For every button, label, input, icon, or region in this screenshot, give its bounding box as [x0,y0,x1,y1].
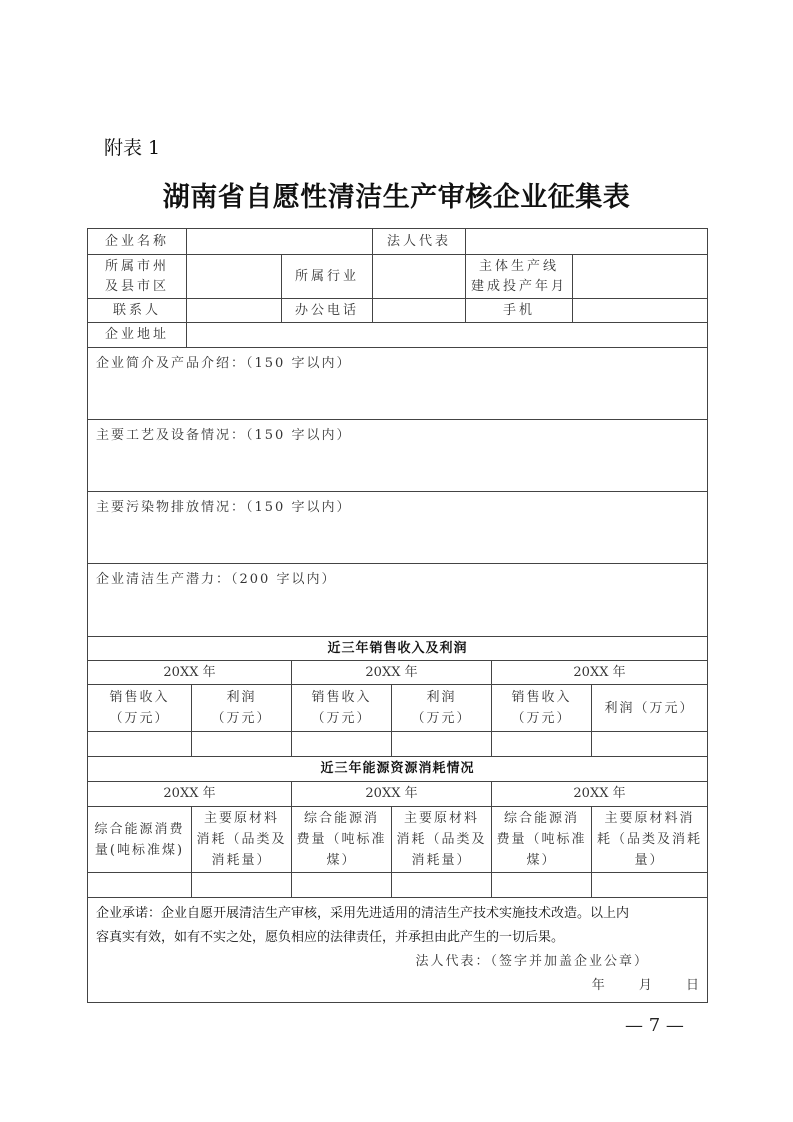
sales-section-title: 近三年销售收入及利润 [88,637,708,661]
production-line-label-line2: 建成投产年月 [470,278,567,294]
energy-year-1: 20XX 年 [88,782,292,807]
energy-section-title: 近三年能源资源消耗情况 [88,757,708,782]
sales-col-header [88,685,192,732]
energy-col-4-line1: 主要原材料 [403,811,479,826]
sales-col-header [192,685,292,732]
region-label-line2: 及县市区 [104,278,169,294]
energy-col-3-line2: 费量（吨标准 [296,832,387,847]
office-phone-field[interactable] [373,299,466,323]
sales-col-header [392,685,492,732]
sales-value-cell[interactable] [292,732,392,757]
energy-value-cell[interactable] [292,873,392,898]
material-value-cell[interactable] [192,873,292,898]
sales-col-2-line1: 利润 [226,690,257,705]
industry-field[interactable] [373,255,466,299]
energy-value-cell[interactable] [88,873,192,898]
commitment-line2: 容真实有效，如有不实之处，愿负相应的法律责任，并承担由此产生的一切后果。 [96,930,565,945]
sales-value-cell[interactable] [88,732,192,757]
sales-year-1: 20XX 年 [88,661,292,685]
energy-col-1-line2: 量(吨标准煤) [94,842,185,858]
company-intro-label: 企业简介及产品介绍：（150 字以内） [96,356,352,371]
address-field[interactable] [187,323,708,348]
mobile-label: 手机 [466,299,573,323]
page-number: — 7 — [625,1015,684,1036]
energy-col-4-line2: 消耗（品类及 [396,832,487,847]
profit-value-cell[interactable] [592,732,708,757]
energy-year-2: 20XX 年 [292,782,492,807]
region-label-line1: 所属市州 [104,258,169,274]
legal-rep-label: 法人代表 [373,229,466,255]
sales-col-3-line1: 销售收入 [311,690,372,705]
energy-col-1-line1: 综合能源消费 [94,821,185,837]
energy-col-5-line1: 综合能源消 [503,811,579,826]
material-value-cell[interactable] [392,873,492,898]
energy-col-header [88,807,192,873]
energy-col-2-line1: 主要原材料 [203,811,279,826]
sales-col-1-line1: 销售收入 [109,690,170,705]
sales-year-3: 20XX 年 [492,661,708,685]
profit-value-cell[interactable] [192,732,292,757]
material-value-cell[interactable] [592,873,708,898]
sales-year-2: 20XX 年 [292,661,492,685]
date-label[interactable]: 年 月 日 [591,978,700,993]
clean-potential-label: 企业清洁生产潜力：（200 字以内） [96,572,337,587]
production-line-label-line1: 主体生产线 [478,258,559,274]
energy-col-header [492,807,592,873]
address-label: 企业地址 [88,323,187,348]
region-field[interactable] [187,255,282,299]
commitment-cell [88,898,708,1003]
energy-col-header [392,807,492,873]
production-line-field[interactable] [573,255,708,299]
production-line-label [466,255,573,299]
sales-col-4-line1: 利润 [426,690,457,705]
energy-value-cell[interactable] [492,873,592,898]
sales-col-5-line1: 销售收入 [511,690,572,705]
data-table [87,636,708,1003]
energy-col-3-line3: 煤） [326,853,357,868]
energy-year-3: 20XX 年 [492,782,708,807]
energy-col-3-line1: 综合能源消 [303,811,379,826]
energy-col-4-line3: 消耗量） [411,853,472,868]
energy-col-5-line2: 费量（吨标准 [496,832,587,847]
process-equipment-label: 主要工艺及设备情况：（150 字以内） [96,428,352,443]
energy-col-2-line3: 消耗量） [211,853,272,868]
contact-label: 联系人 [88,299,187,323]
process-equipment-field[interactable] [88,420,708,492]
energy-col-6-line1: 主要原材料消 [604,811,695,826]
energy-col-6-line2: 耗（品类及消耗 [597,832,703,847]
energy-col-2-line2: 消耗（品类及 [196,832,287,847]
commitment-line1: 企业承诺：企业自愿开展清洁生产审核，采用先进适用的清洁生产技术实施技术改造。以上内 [96,906,630,921]
company-name-field[interactable] [187,229,373,255]
office-phone-label: 办公电话 [282,299,373,323]
signature-label[interactable]: 法人代表：（签字并加盖企业公章） [415,954,650,969]
energy-col-5-line3: 煤） [526,853,557,868]
sales-col-5-line2: （万元） [511,711,572,726]
sales-col-1-line2: （万元） [109,711,170,726]
legal-rep-field[interactable] [466,229,708,255]
contact-field[interactable] [187,299,282,323]
basic-info-table [87,228,708,637]
sales-value-cell[interactable] [492,732,592,757]
form-title: 湖南省自愿性清洁生产审核企业征集表 [162,182,631,213]
company-name-label: 企业名称 [88,229,187,255]
sales-col-4-line2: （万元） [411,711,472,726]
industry-label: 所属行业 [282,255,373,299]
sales-col-header [492,685,592,732]
energy-col-header [292,807,392,873]
company-intro-field[interactable] [88,348,708,420]
sales-col-header [592,685,708,732]
appendix-label: 附表 1 [104,137,161,159]
sales-col-header [292,685,392,732]
pollutant-discharge-label: 主要污染物排放情况：（150 字以内） [96,500,352,515]
sales-col-2-line2: （万元） [211,711,272,726]
energy-col-header [192,807,292,873]
sales-col-6-line1: 利润（万元） [604,700,695,716]
energy-col-header [592,807,708,873]
sales-col-3-line2: （万元） [311,711,372,726]
region-label [88,255,187,299]
profit-value-cell[interactable] [392,732,492,757]
mobile-field[interactable] [573,299,708,323]
clean-potential-field[interactable] [88,564,708,637]
pollutant-discharge-field[interactable] [88,492,708,564]
energy-col-6-line3: 量） [634,853,665,868]
